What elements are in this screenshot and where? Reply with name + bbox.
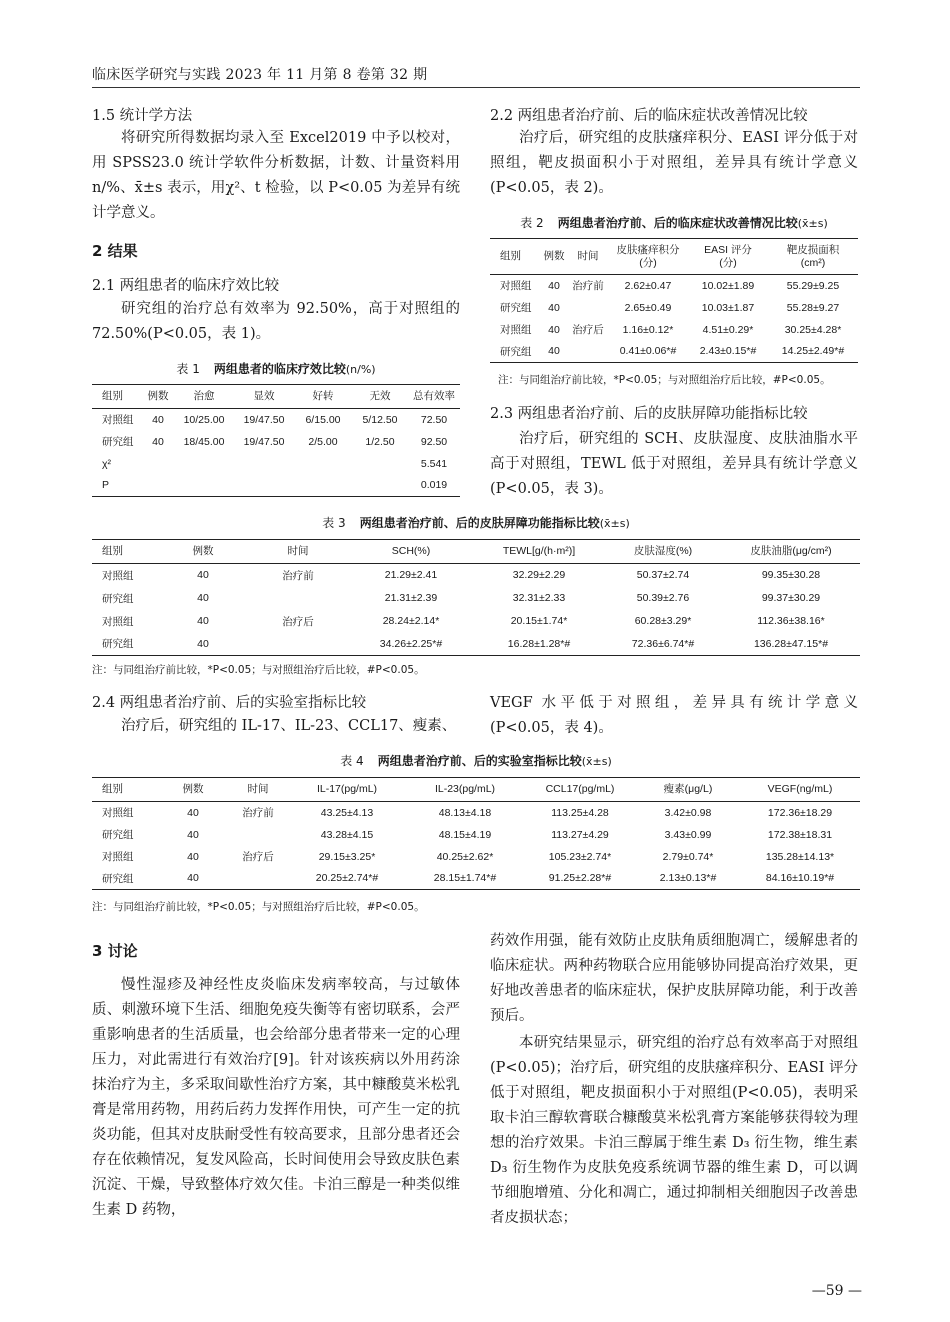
table4-cell: 40 [187, 872, 199, 885]
table4-cell: 40 [187, 806, 199, 819]
table3-cell: 对照组 [102, 615, 134, 628]
table2-cell: 55.29±9.25 [786, 279, 840, 292]
table3-cell: 40 [197, 569, 209, 582]
table3-cell [248, 633, 348, 656]
table3-header-cell: 组别 [102, 545, 123, 557]
table1-cell: 对照组 [102, 414, 134, 427]
table3-cell: 研究组 [102, 592, 134, 605]
table3-cell: 16.28±1.28*# [507, 637, 571, 650]
table4-cell: 40 [187, 850, 199, 863]
table1-header-cell: 组别 [102, 390, 123, 402]
table3-header-cell: 时间 [287, 545, 309, 557]
table4-cell: 3.43±0.99 [664, 828, 712, 841]
table4-cell: 3.42±0.98 [664, 806, 712, 819]
discussion-left-paragraph: 慢性湿疹及神经性皮炎临床发病率较高，与过敏体质、刺激环境下生活、细胞免疫失衡等有密切联系，会严重影响患者的生活质量，也会给部分患者带来一定的心理压力，对此需进行有效治疗[9]。针对该疾病以外用药涂抹治疗为主，多采取间歇性治疗方案，其中糠酸莫米松乳膏是常用药物，用药后药力发挥作用快，可产生一定的抗炎功能，但其对皮肤耐受性有较高要求，且部分患者还会存在依赖情况，复发风险高，长时间使用会导致皮肤色素沉淀、干燥，导致整体疗效欠佳。卡泊三醇是一种类似维生素 D 药物， [92, 977, 460, 1218]
section-2-1-title: 2.1 两组患者的临床疗效比较 [92, 278, 280, 294]
table2-cell: 2.62±0.47 [624, 279, 672, 292]
table2-cell: 30.25±4.28* [784, 323, 842, 336]
table1-number: 表 1 [176, 362, 200, 376]
table2 [490, 238, 858, 363]
table-row [92, 824, 860, 846]
table-row [92, 453, 460, 475]
table4-cell: 172.36±18.29 [767, 806, 833, 819]
table1-cell [294, 453, 352, 475]
table1-header-cell: 治愈 [193, 390, 215, 402]
table4-cell: 40 [187, 828, 199, 841]
table1-cell: 40 [152, 413, 164, 426]
table2-cell: 对照组 [500, 280, 532, 293]
table3-header-cell: SCH(%) [391, 545, 431, 557]
table3-cell: 50.39±2.76 [636, 592, 690, 604]
table4-cell: 20.25±2.74*# [315, 872, 379, 885]
table3-cell: 20.15±1.74* [510, 615, 568, 627]
table2-cell: 55.28±9.27 [786, 301, 840, 314]
table4-title: 两组患者治疗前、后的实验室指标比较 [377, 754, 582, 768]
table3-cell: 99.37±30.29 [761, 592, 821, 604]
table3-header-cell: 皮肤油脂(μg/cm²) [750, 545, 832, 557]
table4-cell: 91.25±2.28*# [548, 872, 612, 885]
table3-cell: 34.26±2.25*# [379, 637, 443, 650]
table1-cell [142, 475, 174, 497]
table4-header-cell: 瘦素(μg/L) [663, 783, 713, 795]
table4-header-cell: CCL17(pg/mL) [545, 783, 615, 795]
table4-unit: (x̄±s) [581, 755, 612, 768]
table1-cell: χ² [102, 457, 112, 470]
table3-unit: (x̄±s) [599, 517, 630, 530]
table2-cell: 治疗前 [572, 280, 604, 293]
table1-cell: 6/15.00 [305, 413, 341, 426]
table2-cell: 1.16±0.12* [622, 323, 674, 336]
table1-cell: 1/2.50 [365, 435, 395, 448]
table2-header-cell: 时间 [577, 250, 599, 262]
table4-header-cell: 例数 [182, 783, 204, 795]
table2-cell: 10.02±1.89 [701, 279, 755, 292]
discussion-right-paragraph-1: 药效作用强，能有效防止皮肤角质细胞凋亡，缓解患者的临床症状。两种药物联合应用能够协同提高治疗效果，更好地改善患者的临床症状，保护皮肤屏障功能，利于改善预后。 [490, 933, 858, 1024]
table4-note: 注：与同组治疗前比较，*P<0.05；与对照组治疗后比较，#P<0.05。 [92, 901, 425, 913]
section-1-5-body: 将研究所得数据均录入至 Excel2019 中予以校对，用 SPSS23.0 统计学软件分析数据，计数、计量资料用 n/%、x̄±s 表示，用χ²、t 检验，以 P<0.05 为差异有统计学意义。 [92, 130, 460, 221]
journal-header: 临床医学研究与实践 2023 年 11 月第 8 卷第 32 期 [92, 67, 428, 83]
table2-cell: 2.65±0.49 [624, 301, 672, 314]
table4-cell: 2.79±0.74* [662, 850, 714, 863]
table2-cell: 4.51±0.29* [702, 323, 754, 336]
table4-cell: 研究组 [102, 829, 134, 841]
table4-cell: 43.28±4.15 [320, 828, 374, 841]
table4-cell: 135.28±14.13* [765, 850, 835, 863]
table1-cell: 10/25.00 [183, 413, 225, 426]
table1-cell [352, 453, 408, 475]
table1-cell: 5.541 [420, 457, 448, 470]
table2-cell: 对照组 [500, 324, 532, 336]
table3-title: 两组患者治疗前、后的皮肤屏障功能指标比较 [359, 516, 600, 530]
section-2-3-body: 治疗后，研究组的 SCH、皮肤湿度、皮肤油脂水平高于对照组，TEWL 低于对照组，差异具有统计学意义(P<0.05，表 3)。 [490, 431, 858, 497]
table4-cell: 治疗前 [242, 807, 274, 820]
table-row [490, 319, 858, 341]
table1-cell: 研究组 [102, 436, 134, 448]
page-number: —59 — [811, 1283, 862, 1299]
table2-cell: 40 [548, 323, 560, 336]
table3-cell: 32.29±2.29 [512, 569, 566, 582]
table3-cell: 99.35±30.28 [761, 569, 821, 582]
table4-cell: 172.38±18.31 [767, 828, 833, 841]
table3-cell: 136.28±47.15*# [753, 637, 829, 650]
table4-cell: 105.23±2.74* [548, 850, 612, 863]
table2-number: 表 2 [520, 216, 544, 230]
table3-cell: 40 [197, 615, 209, 627]
table2-cell: 0.41±0.06*# [619, 345, 677, 358]
table1-cell [174, 453, 234, 475]
table-row [92, 802, 860, 824]
section-2-2-body: 治疗后，研究组的皮肤瘙痒积分、EASI 评分低于对照组，靶皮损面积小于对照组，差异具有统计学意义(P<0.05，表 2)。 [490, 130, 858, 196]
table4-cell: 28.15±1.74*# [433, 872, 497, 885]
table3-header-cell: 皮肤湿度(%) [633, 545, 693, 557]
table-row [490, 275, 858, 297]
table3-cell: 21.31±2.39 [384, 592, 438, 604]
table-row [92, 587, 860, 610]
table2-cell: 2.43±0.15*# [699, 345, 757, 358]
table2-cell [568, 297, 608, 319]
section-2-1-body: 研究组的治疗总有效率为 92.50%，高于对照组的 72.50%(P<0.05，表 1)。 [92, 301, 460, 342]
table3-cell: 32.31±2.33 [512, 592, 566, 604]
table2-header-cell: EASI 评分 (分) [704, 243, 752, 269]
table2-cell: 治疗后 [572, 324, 604, 336]
table1-cell [352, 475, 408, 497]
table3-cell: 60.28±3.29* [634, 615, 692, 627]
table2-header-cell: 组别 [500, 250, 521, 262]
table2-cell: 研究组 [500, 302, 532, 314]
table4-cell: 43.25±4.13 [320, 806, 374, 819]
table-row [92, 564, 860, 587]
table4-cell: 113.25±4.28 [551, 806, 609, 819]
table2-unit: (x̄±s) [797, 217, 828, 230]
section-1-5-title: 1.5 统计学方法 [92, 108, 193, 124]
table-row [92, 409, 460, 431]
table1-caption [92, 360, 460, 377]
section-2-4-body-left: 治疗后，研究组的 IL-17、IL-23、CCL17、瘦素、 [121, 718, 457, 734]
table4-cell: 48.13±4.18 [438, 806, 492, 819]
table1-cell: 19/47.50 [243, 413, 285, 426]
table1-cell: 18/45.00 [183, 435, 225, 448]
table2-cell: 40 [548, 279, 560, 292]
table3-header-cell: TEWL[g/(h·m²)] [502, 545, 576, 557]
section-2-2-title: 2.2 两组患者治疗前、后的临床症状改善情况比较 [490, 108, 808, 124]
table1-header-cell: 好转 [312, 390, 334, 402]
table3-cell: 112.36±38.16* [757, 615, 825, 627]
table4-cell: 对照组 [102, 851, 134, 863]
table4-header-cell: 组别 [102, 783, 123, 795]
table3-cell: 40 [197, 592, 209, 604]
section-2-3-title: 2.3 两组患者治疗前、后的皮肤屏障功能指标比较 [490, 406, 808, 422]
table1-cell [294, 475, 352, 497]
table1-unit: (n/%) [345, 363, 376, 376]
table4-cell: 研究组 [102, 872, 134, 885]
table3-cell: 研究组 [102, 638, 134, 651]
table3-caption [92, 514, 860, 531]
table4-cell: 113.27±4.29 [551, 828, 609, 841]
table1-cell [234, 453, 294, 475]
table3-number: 表 3 [322, 516, 346, 530]
table2-cell: 40 [548, 301, 560, 314]
table-row [92, 475, 460, 497]
table2-cell: 14.25±2.49*# [781, 345, 845, 358]
discussion-right-paragraph-2: 本研究结果显示，研究组的治疗总有效率高于对照组(P<0.05)；治疗后，研究组的皮肤瘙痒积分、EASI 评分低于对照组，靶皮损面积小于对照组(P<0.05)，表明采取卡泊三醇软膏联合糠酸莫米松乳膏方案能够获得较为理想的治疗效果。卡泊三醇属于维生素 D₃ 衍生物，维生素 D₃ 衍生物作为皮肤免疫系统调节器的维生素 D，可以调节细胞增殖、分化和凋亡，通过抑制相关细胞因子改善患者皮损状态； [490, 1035, 858, 1226]
table2-cell: 40 [548, 345, 560, 358]
table1-cell [234, 475, 294, 497]
table4-caption [92, 752, 860, 769]
table3-cell: 治疗后 [282, 615, 314, 628]
table2-note: 注：与同组治疗前比较，*P<0.05；与对照组治疗后比较，#P<0.05。 [498, 374, 831, 386]
table2-title: 两组患者治疗前、后的临床症状改善情况比较 [557, 216, 798, 230]
table-row [490, 297, 858, 319]
table1-cell: 5/12.50 [362, 413, 398, 426]
table3-cell: 治疗前 [282, 569, 314, 582]
header-rule [92, 87, 860, 88]
table4-cell: 84.16±10.19*# [765, 872, 835, 885]
table1-cell: 40 [152, 435, 164, 448]
table3-cell: 对照组 [102, 569, 134, 582]
table3-cell [248, 587, 348, 610]
table1-title: 两组患者的临床疗效比较 [213, 362, 346, 376]
table3-cell: 72.36±6.74*# [631, 637, 695, 650]
table4-cell: 48.15±4.19 [438, 828, 492, 841]
table1-cell: P [102, 479, 110, 492]
table3-cell: 28.24±2.14* [382, 615, 440, 627]
table1-header-cell: 总有效率 [413, 390, 455, 402]
table3-note: 注：与同组治疗前比较，*P<0.05；与对照组治疗后比较，#P<0.05。 [92, 664, 425, 676]
table1-header-cell: 无效 [369, 390, 391, 402]
table4-cell [228, 868, 288, 890]
section-3-title: 3 讨论 [92, 942, 138, 960]
table2-header-cell: 皮肤瘙痒积分 (分) [616, 243, 680, 269]
table4-cell: 40.25±2.62* [436, 850, 494, 863]
table4-cell: 29.15±3.25* [318, 850, 376, 863]
table4 [92, 777, 860, 890]
table3 [92, 539, 860, 656]
table-row [92, 610, 860, 633]
table2-cell: 10.03±1.87 [701, 301, 755, 314]
table-row [92, 633, 860, 656]
table4-header-cell: 时间 [247, 783, 269, 795]
table1-cell: 72.50 [420, 413, 448, 426]
table4-cell: 2.13±0.13*# [659, 872, 717, 885]
table1-header-cell: 例数 [147, 390, 169, 402]
table-row [92, 431, 460, 453]
table1-cell [142, 453, 174, 475]
section-2-title: 2 结果 [92, 242, 138, 260]
table1-cell: 92.50 [420, 435, 448, 448]
table4-cell: 对照组 [102, 807, 134, 820]
table2-header-cell: 例数 [543, 250, 565, 262]
table-row [92, 868, 860, 890]
table2-cell [568, 341, 608, 363]
table1-header-cell: 显效 [253, 390, 275, 402]
section-2-4-body-right: VEGF 水平低于对照组，差异具有统计学意义(P<0.05，表 4)。 [490, 695, 858, 736]
table4-cell: 治疗后 [242, 851, 274, 863]
table4-header-cell: VEGF(ng/mL) [767, 783, 833, 795]
table4-header-cell: IL-17(pg/mL) [316, 783, 378, 795]
table3-cell: 21.29±2.41 [384, 569, 438, 582]
table1-cell: 19/47.50 [243, 435, 285, 448]
table3-cell: 50.37±2.74 [636, 569, 690, 582]
table1 [92, 384, 460, 497]
table1-cell: 2/5.00 [308, 435, 338, 448]
table-row [92, 846, 860, 868]
table2-header-cell: 靶皮损面积 (cm²) [786, 243, 840, 269]
table1-cell [174, 475, 234, 497]
table-row [490, 341, 858, 363]
section-2-4-title: 2.4 两组患者治疗前、后的实验室指标比较 [92, 695, 367, 711]
table4-number: 表 4 [340, 754, 364, 768]
table2-cell: 研究组 [500, 345, 532, 358]
table1-cell: 0.019 [420, 479, 448, 492]
table3-cell: 40 [197, 637, 209, 650]
table3-header-cell: 例数 [192, 545, 214, 557]
table4-header-cell: IL-23(pg/mL) [434, 783, 496, 795]
table4-cell [228, 824, 288, 846]
table2-caption [490, 214, 858, 231]
